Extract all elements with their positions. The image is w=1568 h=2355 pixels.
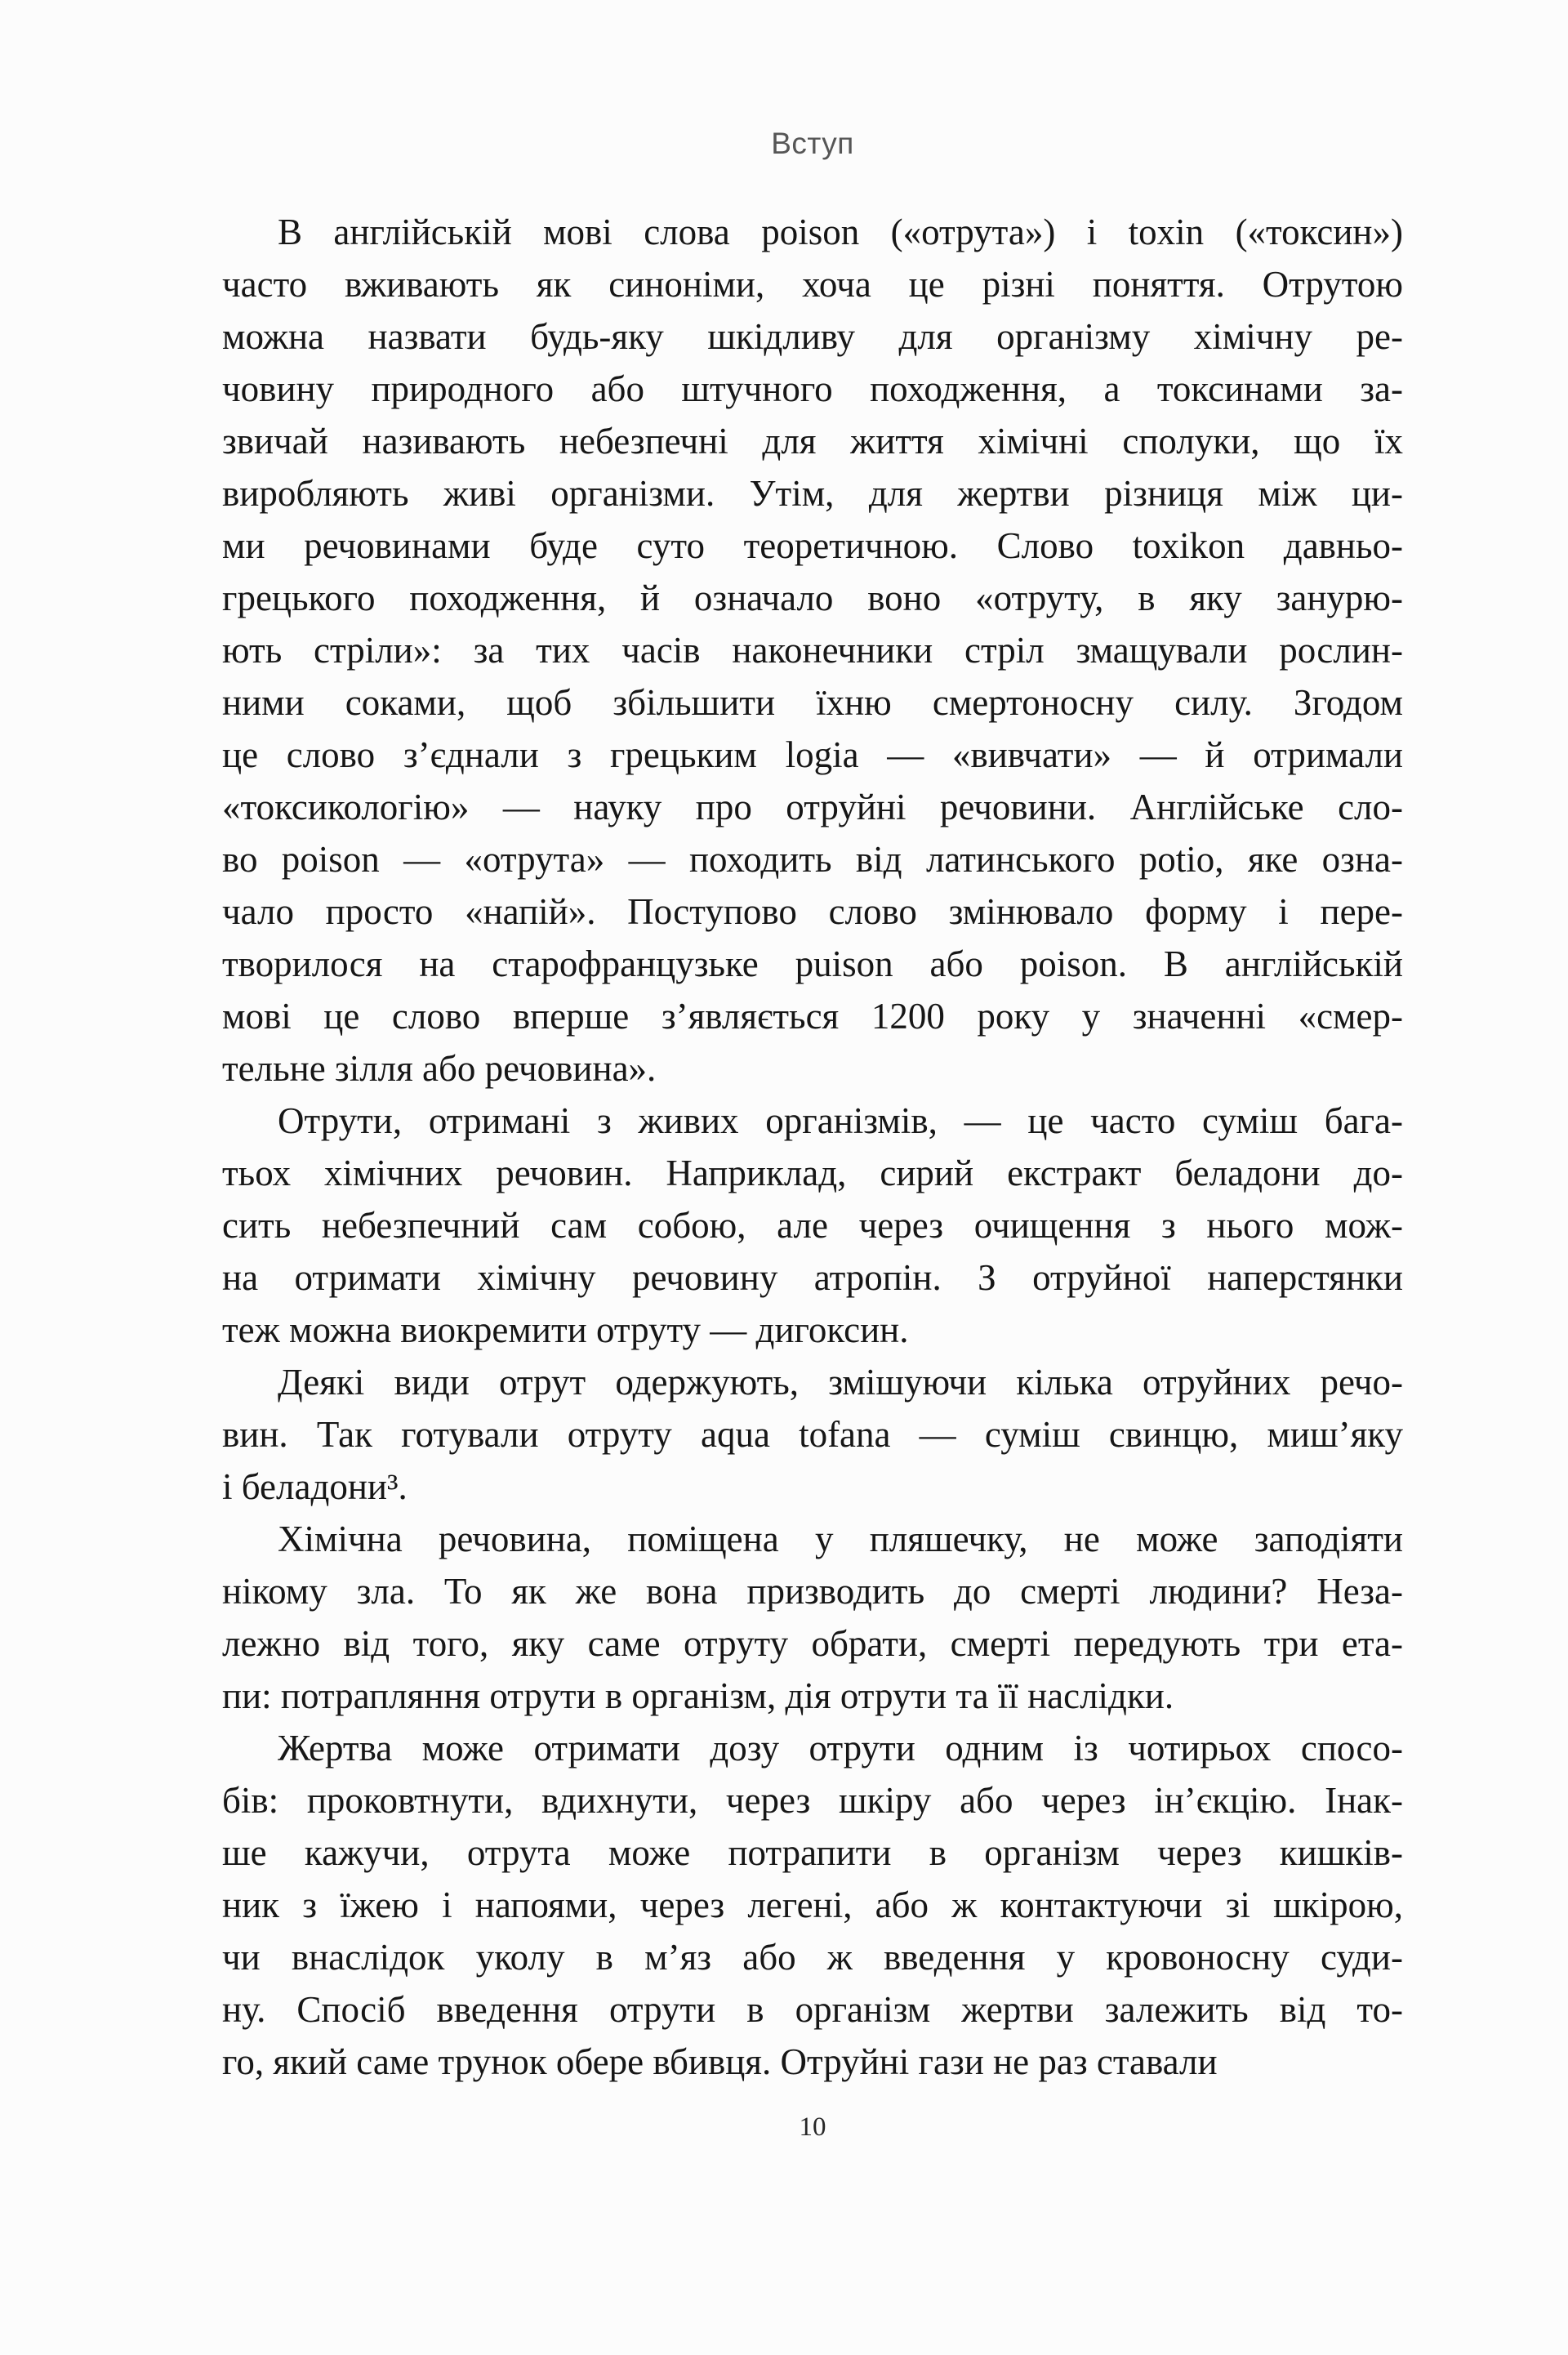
text-line: сить небезпечний сам собою, але через очищення з нього мож- — [222, 1205, 1403, 1246]
text-line: звичай називають небезпечні для життя хімічні сполуки, що їх — [222, 421, 1403, 462]
text-line: творилося на старофранцузьке puison або poison. В англійській — [222, 943, 1403, 984]
text-line: В англійській мові слова poison («отрута») і toxin («токсин») — [278, 212, 1403, 252]
text-line: виробляють живі організми. Утім, для жертви різниця між ци- — [222, 473, 1403, 514]
text-line: пи: потрапляння отрути в організм, дія отрути та її наслідки. — [222, 1675, 1174, 1716]
text-block — [222, 206, 1403, 2088]
text-line: човину природного або штучного походження, а токсинами за- — [222, 368, 1403, 409]
text-line: грецького походження, й означало воно «отруту, в яку занурю- — [222, 578, 1403, 618]
text-line: тьох хімічних речовин. Наприклад, сирий екстракт беладони до- — [222, 1153, 1403, 1193]
text-line: ми речовинами буде суто теоретичною. Слово toxikon давньо- — [222, 525, 1403, 566]
text-line: нікому зла. То як же вона призводить до смерті людини? Неза- — [222, 1571, 1403, 1612]
text-line: ше кажучи, отрута може потрапити в організм через кишків- — [222, 1832, 1403, 1873]
text-line: чало просто «напій». Поступово слово змінювало форму і пере- — [222, 891, 1403, 932]
text-line: ними соками, щоб збільшити їхню смертоносну силу. Згодом — [222, 682, 1403, 723]
text-line: ник з їжею і напоями, через легені, або ж контактуючи зі шкірою, — [222, 1884, 1403, 1925]
text-line: ють стріли»: за тих часів наконечники стріл змащували рослин- — [222, 630, 1403, 671]
text-line: ну. Спосіб введення отрути в організм жертви залежить від то- — [222, 1989, 1403, 2030]
text-line: теж можна виокремити отруту — дигоксин. — [222, 1309, 909, 1350]
text-line: Хімічна речовина, поміщена у пляшечку, не може заподіяти — [278, 1519, 1403, 1559]
text-line: на отримати хімічну речовину атропін. З отруйної наперстянки — [222, 1257, 1403, 1298]
text-line: вин. Так готували отруту aqua tofana — суміш свинцю, миш’яку — [222, 1414, 1403, 1455]
text-line: Жертва може отримати дозу отрути одним із чотирьох спосо- — [278, 1728, 1403, 1768]
text-line: Деякі види отрут одержують, змішуючи кілька отруйних речо- — [278, 1362, 1403, 1403]
text-line: го, який саме трунок обере вбивця. Отруйні гази не раз ставали — [222, 2041, 1218, 2082]
running-head: Вступ — [771, 127, 854, 160]
text-line: і беладони³. — [222, 1466, 408, 1507]
text-line: «токсикологію» — науку про отруйні речовини. Англійське сло- — [222, 787, 1403, 827]
text-line: це слово з’єднали з грецьким logia — «вивчати» — й отримали — [222, 734, 1403, 775]
text-line: Отрути, отримані з живих організмів, — це часто суміш бага- — [278, 1100, 1403, 1141]
text-line: бів: проковтнути, вдихнути, через шкіру або через ін’єкцію. Інак- — [222, 1780, 1403, 1821]
text-line: можна назвати будь-яку шкідливу для організму хімічну ре- — [222, 316, 1403, 357]
text-line: лежно від того, яку саме отруту обрати, смерті передують три ета- — [222, 1623, 1403, 1664]
text-line: часто вживають як синоніми, хоча це різні поняття. Отрутою — [222, 264, 1403, 305]
text-line: тельне зілля або речовина». — [222, 1048, 657, 1089]
text-line: мові це слово вперше з’являється 1200 року у значенні «смер- — [222, 996, 1403, 1037]
text-line: чи внаслідок уколу в м’яз або ж введення у кровоносну суди- — [222, 1937, 1403, 1978]
text-line: во poison — «отрута» — походить від латинського potio, яке озна- — [222, 839, 1403, 880]
page-number: 10 — [799, 2112, 826, 2142]
